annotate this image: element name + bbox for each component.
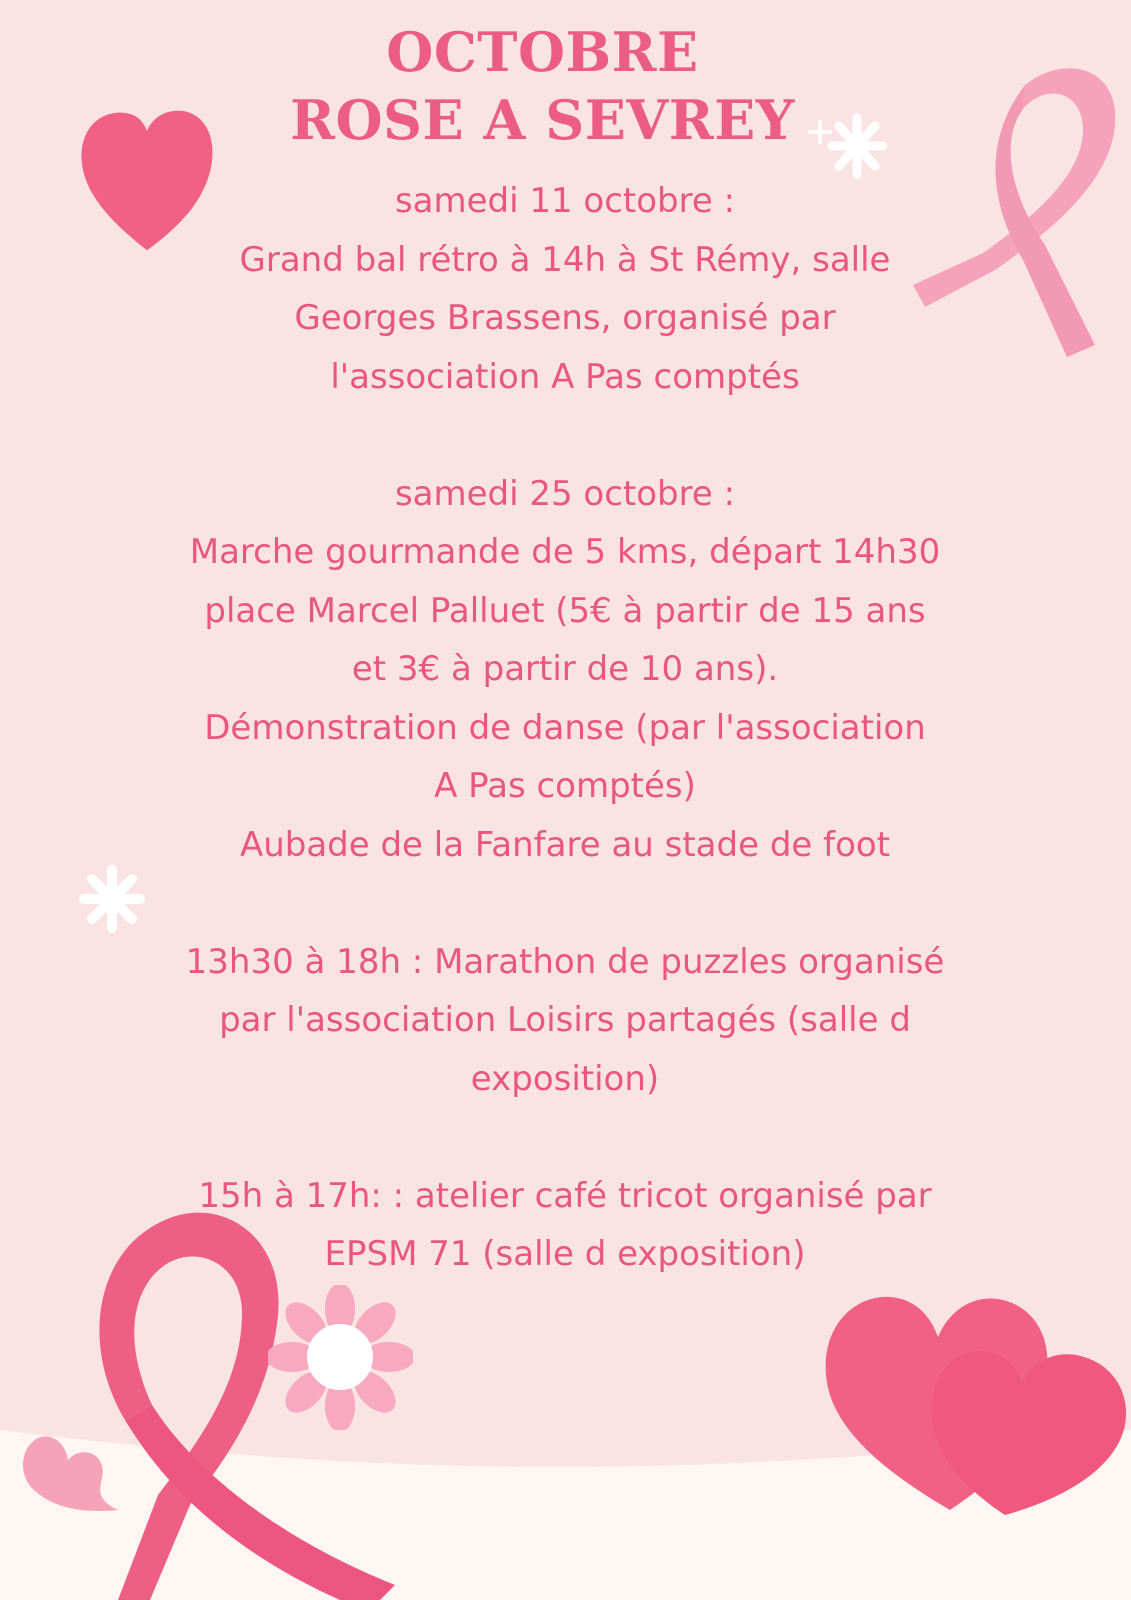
heart-icon [820,1285,1131,1525]
event-line: exposition) [470,1058,660,1099]
poster-title [0,18,1085,154]
event-line: 15h à 17h: : atelier café tricot organisé par [198,1175,932,1216]
title-line-2: ROSE A SEVREY [290,88,795,152]
event-line: Grand bal rétro à 14h à St Rémy, salle [239,239,891,280]
flower-icon [268,1285,413,1430]
title-line-1: OCTOBRE [386,20,699,84]
event-line: A Pas comptés) [434,766,696,806]
event-line: EPSM 71 (salle d exposition) [324,1234,806,1274]
event-heading: samedi 11 octobre : [394,181,736,221]
event-line: par l'association Loisirs partagés (salle d [219,1000,911,1040]
event-line: 13h30 à 18h : Marathon de puzzles organisé [185,941,945,982]
event-block [150,172,980,406]
event-line: Marche gourmande de 5 kms, départ 14h30 [189,532,941,572]
event-line: place Marcel Palluet (5€ à partir de 15 ans [204,590,926,631]
sparkle-icon [76,862,148,936]
event-line: et 3€ à partir de 10 ans). [351,649,779,689]
event-list [150,172,980,1284]
event-line: Georges Brassens, organisé par [294,298,836,338]
event-line: Démonstration de danse (par l'association [204,707,926,748]
event-line: l'association A Pas comptés [330,356,800,397]
event-block [150,465,980,875]
event-line: Aubade de la Fanfare au stade de foot [239,824,891,865]
event-block [150,933,980,1109]
event-heading: samedi 25 octobre : [394,473,736,514]
